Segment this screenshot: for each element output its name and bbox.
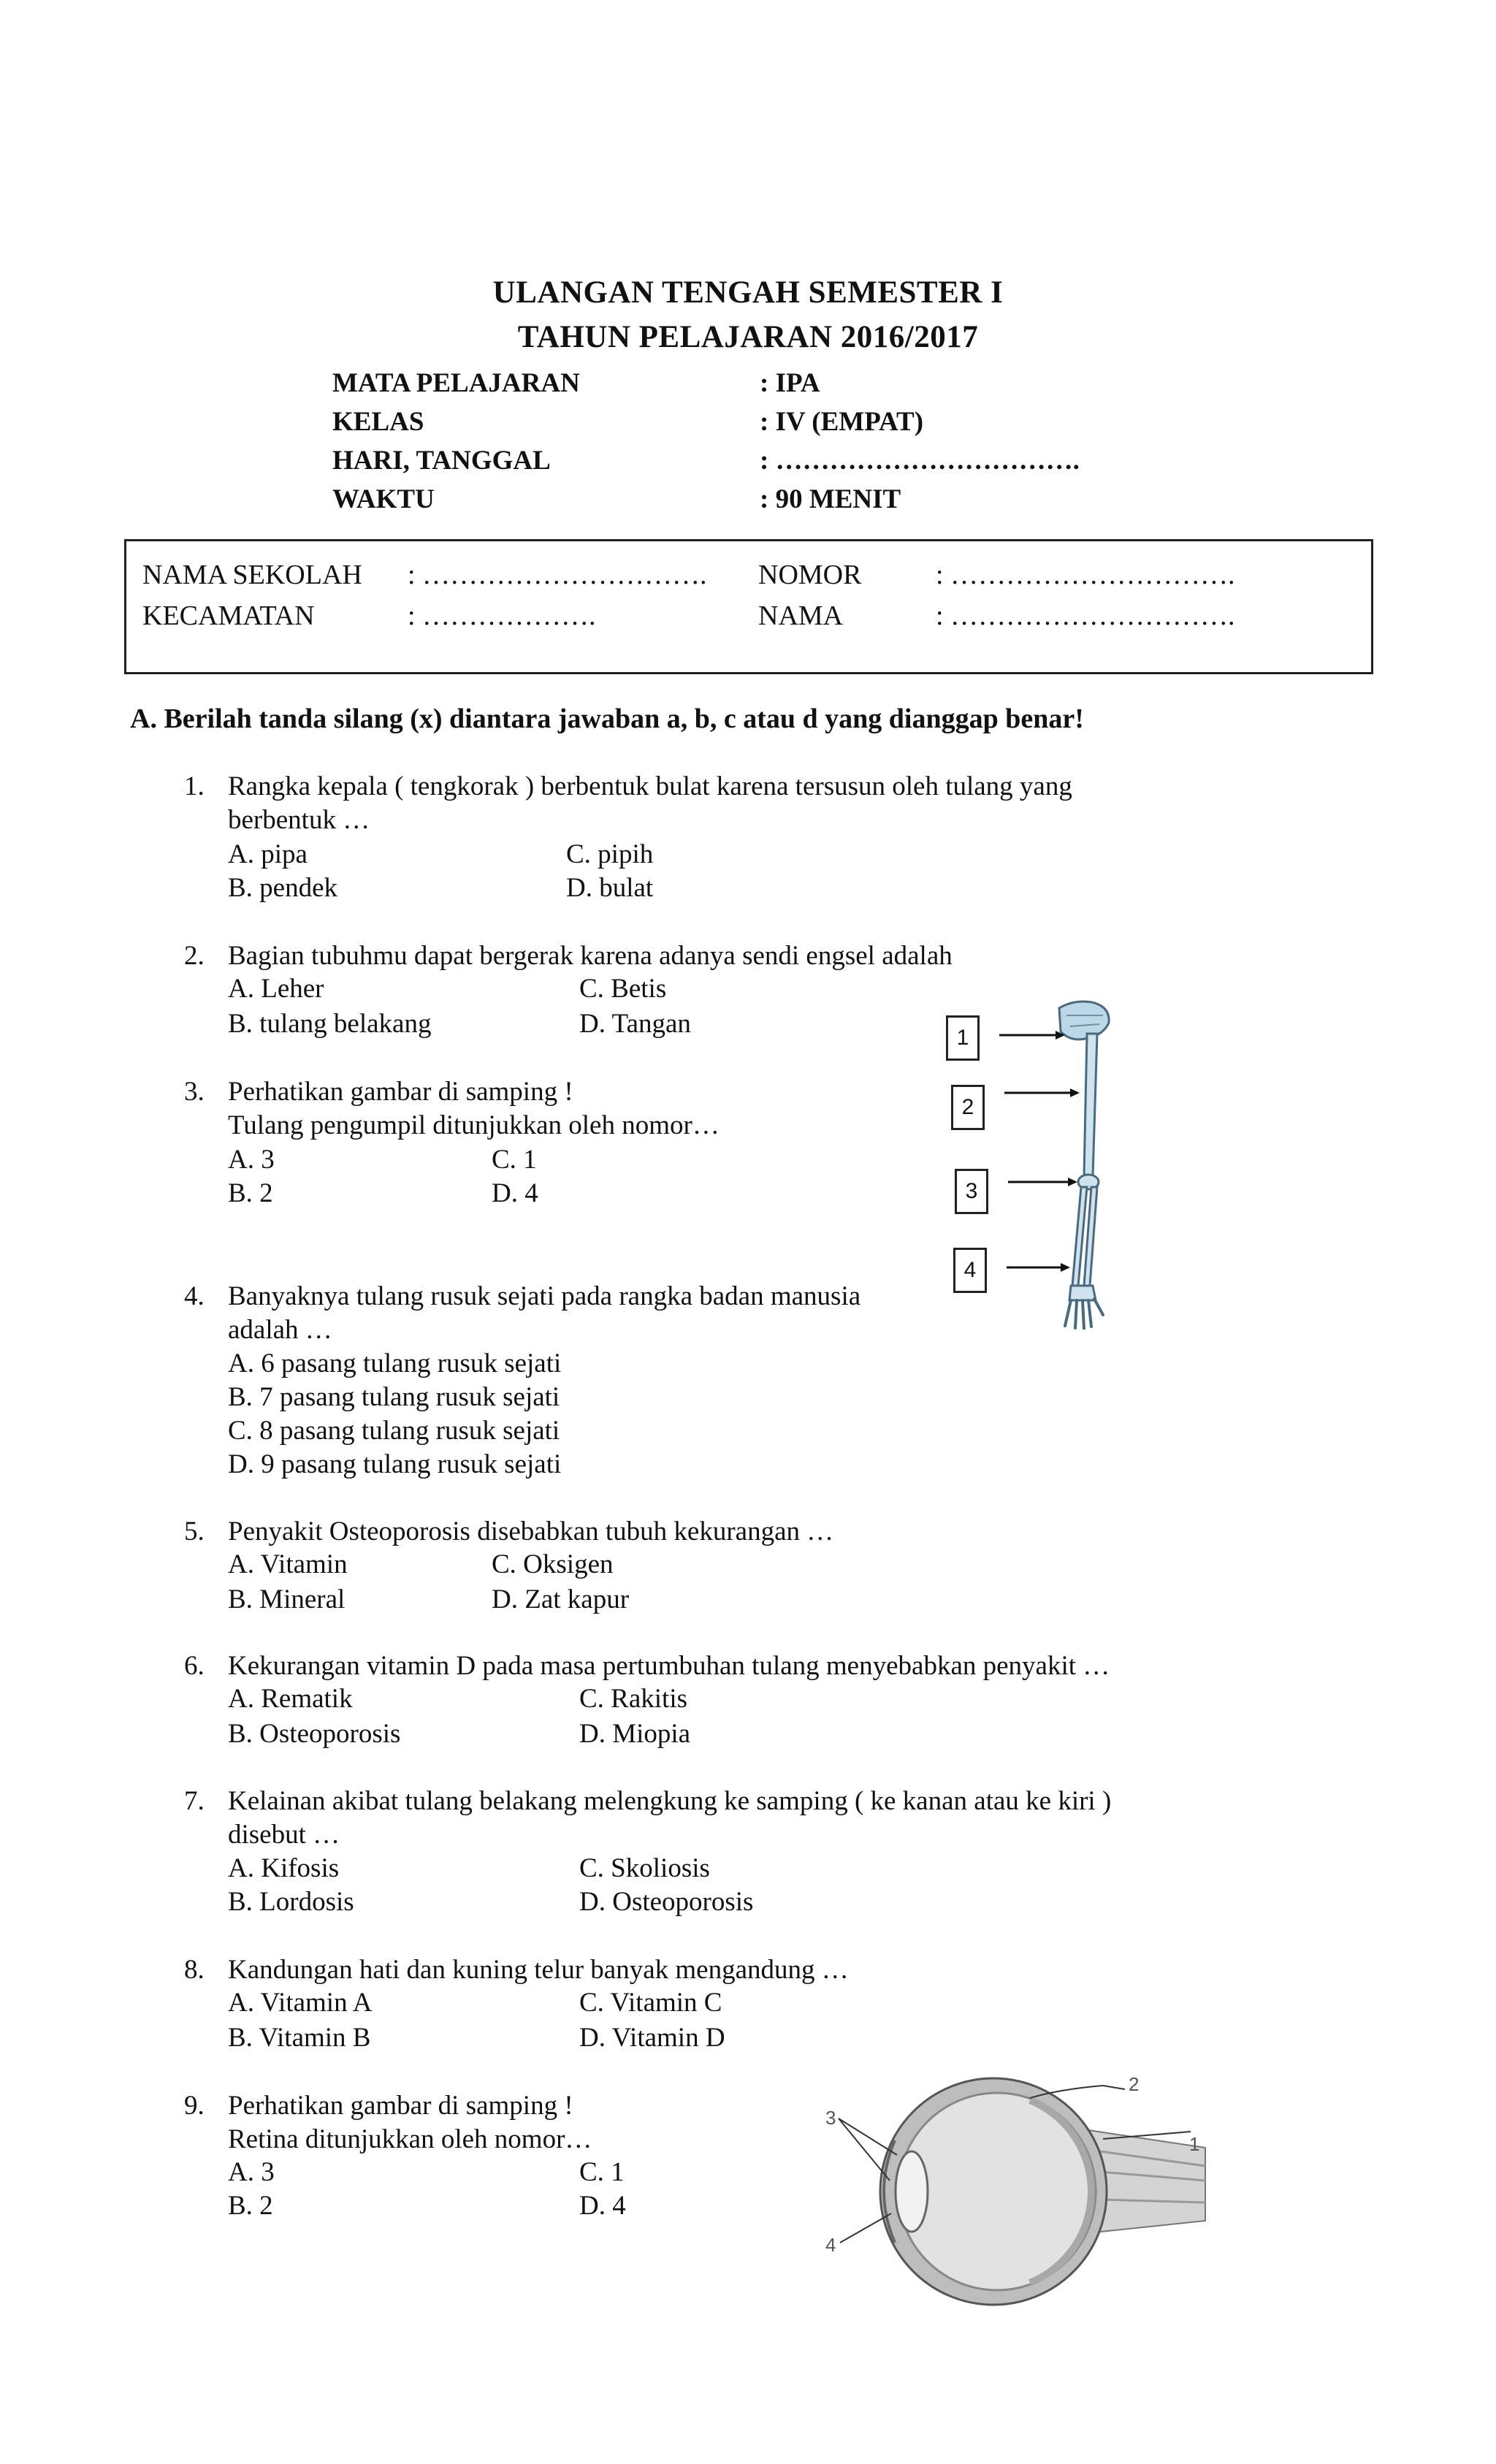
exam-meta — [332, 364, 1080, 519]
option-a[interactable]: A. Leher — [228, 974, 324, 1004]
option-b[interactable]: B. Mineral — [228, 1584, 346, 1614]
option-d[interactable]: D. Vitamin D — [579, 2023, 725, 2053]
academic-year-title: TAHUN PELAJARAN 2016/2017 — [517, 320, 979, 354]
question-text: Rangka kepala ( tengkorak ) berbentuk bulat karena tersusun oleh tulang yang — [228, 771, 1072, 801]
student-name-field[interactable]: : …………………………. — [936, 600, 1235, 631]
option-b[interactable]: B. 7 pasang tulang rusuk sejati — [228, 1382, 560, 1412]
option-c[interactable]: C. Betis — [579, 974, 667, 1004]
question-text: Kandungan hati dan kuning telur banyak mengandung … — [228, 1955, 849, 1985]
option-c[interactable]: C. 8 pasang tulang rusuk sejati — [228, 1416, 560, 1446]
question-text: Kekurangan vitamin D pada masa pertumbuhan tulang menyebabkan penyakit … — [228, 1651, 1110, 1681]
school-name-field[interactable]: : …………………………. — [408, 560, 707, 590]
question-text: berbentuk … — [228, 805, 370, 835]
option-d[interactable]: D. Zat kapur — [492, 1584, 630, 1614]
section-a-instruction: A. Berilah tanda silang (x) diantara jawaban a, b, c atau d yang dianggap benar! — [130, 703, 1084, 734]
meta-value: : IPA — [760, 368, 820, 398]
option-c[interactable]: C. 1 — [579, 2157, 625, 2187]
meta-label: MATA PELAJARAN — [332, 368, 580, 398]
arm-label-2: 2 — [951, 1085, 985, 1130]
question-number: 2. — [184, 941, 205, 971]
question-number: 5. — [184, 1517, 205, 1546]
option-c[interactable]: C. Vitamin C — [579, 1988, 722, 2018]
option-a[interactable]: A. Vitamin A — [228, 1988, 373, 2018]
school-name-label: NAMA SEKOLAH — [142, 560, 362, 590]
option-c[interactable]: C. 1 — [492, 1145, 537, 1175]
question-text: disebut … — [228, 1820, 340, 1850]
question-text: Perhatikan gambar di samping ! — [228, 2091, 573, 2121]
question-text: Penyakit Osteoporosis disebabkan tubuh kekurangan … — [228, 1517, 834, 1546]
meta-label: WAKTU — [332, 484, 435, 514]
question-number: 7. — [184, 1786, 205, 1816]
meta-value: : ……………………………. — [760, 446, 1080, 476]
meta-row-time — [332, 480, 1080, 519]
student-name-label: NAMA — [758, 600, 844, 631]
meta-value: : IV (EMPAT) — [760, 407, 924, 437]
district-field[interactable]: : ………………. — [408, 600, 596, 631]
meta-row-class — [332, 403, 1080, 441]
option-b[interactable]: B. pendek — [228, 873, 338, 903]
meta-row-subject — [332, 364, 1080, 403]
option-c[interactable]: C. Skoliosis — [579, 1853, 710, 1883]
arm-label-3: 3 — [955, 1169, 988, 1214]
meta-value: : 90 MENIT — [760, 484, 901, 514]
eye-label-1: 1 — [1189, 2133, 1200, 2155]
option-a[interactable]: A. 6 pasang tulang rusuk sejati — [228, 1349, 562, 1378]
option-a[interactable]: A. 3 — [228, 2157, 275, 2187]
meta-label: KELAS — [332, 407, 424, 437]
question-number: 1. — [184, 771, 205, 801]
option-d[interactable]: D. 4 — [579, 2191, 626, 2221]
option-a[interactable]: A. pipa — [228, 839, 308, 869]
option-b[interactable]: B. Lordosis — [228, 1887, 354, 1917]
option-c[interactable]: C. Oksigen — [492, 1549, 614, 1579]
question-text: Retina ditunjukkan oleh nomor… — [228, 2124, 592, 2154]
question-text: Banyaknya tulang rusuk sejati pada rangka badan manusia — [228, 1281, 861, 1311]
option-a[interactable]: A. Rematik — [228, 1684, 353, 1714]
option-d[interactable]: D. Tangan — [579, 1009, 691, 1039]
eye-anatomy-figure — [811, 2045, 1234, 2338]
option-d[interactable]: D. 4 — [492, 1178, 538, 1208]
option-b[interactable]: B. tulang belakang — [228, 1009, 432, 1039]
eye-label-3: 3 — [825, 2107, 836, 2129]
arm-label-4: 4 — [953, 1248, 987, 1293]
option-b[interactable]: B. Vitamin B — [228, 2023, 371, 2053]
question-number: 3. — [184, 1077, 205, 1107]
number-field[interactable]: : …………………………. — [936, 560, 1235, 590]
meta-row-date — [332, 441, 1080, 480]
arm-label-1: 1 — [946, 1015, 980, 1061]
eye-cross-section-illustration — [811, 2045, 1234, 2338]
district-label: KECAMATAN — [142, 600, 315, 631]
option-a[interactable]: A. Vitamin — [228, 1549, 348, 1579]
option-d[interactable]: D. Miopia — [579, 1719, 691, 1749]
question-text: Bagian tubuhmu dapat bergerak karena adanya sendi engsel adalah — [228, 941, 953, 971]
question-number: 6. — [184, 1651, 205, 1681]
number-label: NOMOR — [758, 560, 862, 590]
option-c[interactable]: C. pipih — [566, 839, 654, 869]
question-text: adalah … — [228, 1315, 332, 1345]
option-a[interactable]: A. 3 — [228, 1145, 275, 1175]
arm-bones-figure — [935, 993, 1154, 1330]
exam-title: ULANGAN TENGAH SEMESTER I — [492, 275, 1004, 310]
student-info-box — [124, 539, 1373, 674]
question-number: 8. — [184, 1955, 205, 1985]
option-d[interactable]: D. Osteoporosis — [579, 1887, 754, 1917]
eye-label-4: 4 — [825, 2234, 836, 2256]
option-a[interactable]: A. Kifosis — [228, 1853, 340, 1883]
question-text: Kelainan akibat tulang belakang melengkung ke samping ( ke kanan atau ke kiri ) — [228, 1786, 1112, 1816]
option-b[interactable]: B. 2 — [228, 2191, 273, 2221]
option-d[interactable]: D. 9 pasang tulang rusuk sejati — [228, 1449, 562, 1479]
meta-label: HARI, TANGGAL — [332, 446, 551, 476]
question-text: Perhatikan gambar di samping ! — [228, 1077, 573, 1107]
question-number: 9. — [184, 2091, 205, 2121]
option-c[interactable]: C. Rakitis — [579, 1684, 688, 1714]
question-number: 4. — [184, 1281, 205, 1311]
option-b[interactable]: B. 2 — [228, 1178, 273, 1208]
option-b[interactable]: B. Osteoporosis — [228, 1719, 401, 1749]
question-text: Tulang pengumpil ditunjukkan oleh nomor… — [228, 1110, 720, 1140]
option-d[interactable]: D. bulat — [566, 873, 654, 903]
eye-label-2: 2 — [1129, 2073, 1140, 2095]
